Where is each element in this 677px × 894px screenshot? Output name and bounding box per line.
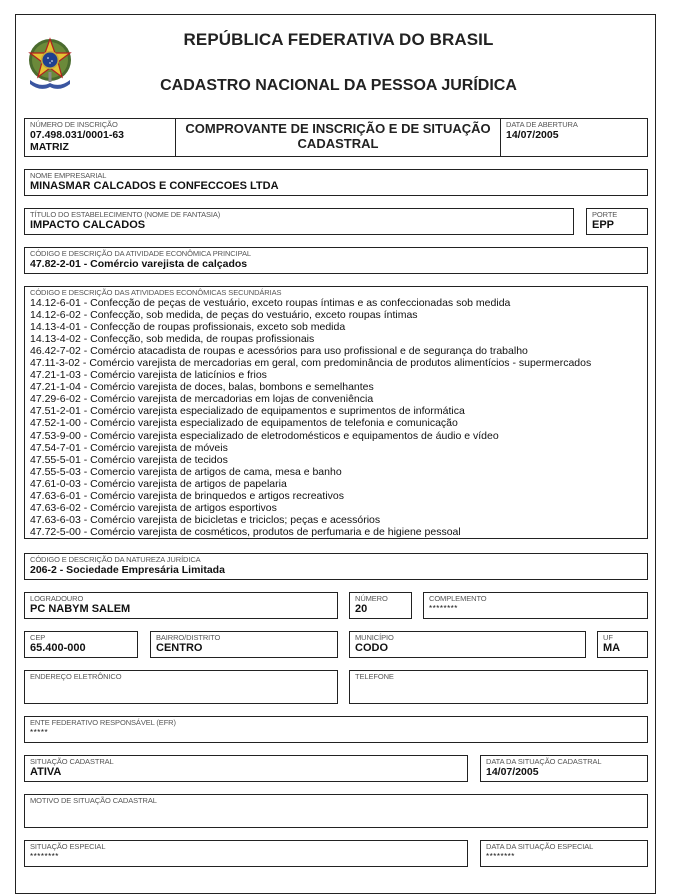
list-item: 14.13-4-01 - Confecção de roupas profissionais, exceto sob medida — [30, 321, 346, 334]
list-item: 14.13-4-02 - Confecção, sob medida, de roupas profissionais — [30, 333, 315, 346]
list-item: 47.55-5-03 - Comercio varejista de artigos de cama, mesa e banho — [30, 465, 342, 478]
list-item: 47.54-7-01 - Comércio varejista de móveis — [30, 441, 228, 454]
list-item: 47.21-1-03 - Comércio varejista de laticínios e frios — [30, 369, 267, 382]
special-status-date-value: ******** — [486, 852, 515, 861]
field-label: NÚMERO — [355, 594, 388, 603]
district-field — [150, 631, 338, 658]
email-field — [24, 670, 338, 704]
secondary-activities-list — [30, 297, 591, 538]
field-label: NOME EMPRESARIAL — [30, 171, 107, 180]
registration-status-field — [24, 755, 468, 782]
field-label: CEP — [30, 633, 46, 642]
state-value: MA — [603, 642, 621, 654]
special-status-field — [24, 840, 468, 867]
complement-value: ******** — [429, 604, 458, 613]
list-item: 47.63-6-02 - Comércio varejista de artigos esportivos — [30, 501, 277, 514]
list-item: 14.12-6-01 - Confecção de peças de vestuário, exceto roupas íntimas e as confeccionadas sob medida — [30, 297, 511, 309]
field-label: CÓDIGO E DESCRIÇÃO DA ATIVIDADE ECONÔMICA PRINCIPAL — [30, 249, 251, 258]
trade-name-field — [24, 208, 574, 235]
inscription-number-cell — [25, 119, 175, 156]
document-title-cell — [176, 119, 500, 156]
trade-name-value: IMPACTO CALCADOS — [30, 219, 146, 231]
list-item: 47.51-2-01 - Comércio varejista especializado de equipamentos e suprimentos de informática — [30, 405, 465, 418]
company-name-value: MINASMAR CALCADOS E CONFECCOES LTDA — [30, 180, 279, 192]
list-item: 47.63-6-03 - Comércio varejista de bicicletas e triciclos; peças e acessórios — [30, 513, 381, 526]
field-label: COMPLEMENTO — [429, 594, 487, 603]
list-item: 47.52-1-00 - Comércio varejista especializado de equipamentos de telefonia e comunicação — [30, 417, 458, 430]
responsible-federal-entity-field — [24, 716, 648, 743]
number-value: 20 — [355, 603, 368, 615]
list-item: 47.61-0-03 - Comércio varejista de artigos de papelaria — [30, 477, 287, 490]
field-label: LOGRADOURO — [30, 594, 84, 603]
field-label: DATA DE ABERTURA — [506, 120, 578, 129]
special-status-value: ******** — [30, 852, 59, 861]
field-label: MUNICÍPIO — [355, 633, 394, 642]
city-field — [349, 631, 586, 658]
list-item: 47.72-5-00 - Comércio varejista de cosméticos, produtos de perfumaria e de higiene pessoal — [30, 525, 461, 538]
republic-title: REPÚBLICA FEDERATIVA DO BRASIL — [183, 30, 494, 49]
main-activity-value: 47.82-2-01 - Comércio varejista de calçados — [30, 258, 248, 270]
cnpj-value: 07.498.031/0001-63 — [30, 129, 125, 141]
opening-date-cell — [501, 119, 647, 156]
company-size-value: EPP — [592, 219, 615, 231]
street-value: PC NABYM SALEM — [30, 603, 131, 615]
field-label: NÚMERO DE INSCRIÇÃO — [30, 120, 118, 129]
list-item: 47.55-5-01 - Comércio varejista de tecidos — [30, 453, 228, 466]
list-item: 47.53-9-00 - Comércio varejista especializado de eletrodomésticos e equipamentos de áudio e vídeo — [30, 429, 499, 442]
field-label: CÓDIGO E DESCRIÇÃO DA NATUREZA JURÍDICA — [30, 555, 201, 564]
cnpj-registry-title: CADASTRO NACIONAL DA PESSOA JURÍDICA — [160, 77, 517, 94]
field-label: CÓDIGO E DESCRIÇÃO DAS ATIVIDADES ECONÔMICAS SECUNDÁRIAS — [30, 288, 282, 297]
field-label: DATA DA SITUAÇÃO CADASTRAL — [486, 757, 602, 766]
field-label: TELEFONE — [355, 672, 394, 681]
list-item: 46.42-7-02 - Comércio atacadista de roupas e acessórios para uso profissional e de segurança do trabalho — [30, 345, 528, 358]
field-label: DATA DA SITUAÇÃO ESPECIAL — [486, 842, 594, 851]
number-field — [349, 592, 412, 619]
secondary-activities-field — [24, 286, 648, 539]
street-field — [24, 592, 338, 619]
field-label: MOTIVO DE SITUAÇÃO CADASTRAL — [30, 796, 157, 805]
complement-field — [423, 592, 648, 619]
city-value: CODO — [355, 642, 388, 654]
district-value: CENTRO — [156, 642, 203, 654]
inscription-header-row — [24, 118, 648, 157]
list-item: 14.12-6-02 - Confecção, sob medida, de peças do vestuário, exceto roupas íntimas — [30, 309, 418, 322]
field-label: PORTE — [592, 210, 618, 219]
field-label: ENDEREÇO ELETRÔNICO — [30, 672, 122, 681]
list-item: 47.63-6-01 - Comércio varejista de brinquedos e artigos recreativos — [30, 489, 344, 502]
field-label: TÍTULO DO ESTABELECIMENTO (NOME DE FANTASIA) — [30, 210, 221, 219]
field-label: SITUAÇÃO ESPECIAL — [30, 842, 106, 851]
status-reason-field — [24, 794, 648, 828]
registration-status-date-value: 14/07/2005 — [486, 766, 539, 778]
main-activity-field — [24, 247, 648, 274]
company-size-field — [586, 208, 648, 235]
document-title: COMPROVANTE DE INSCRIÇÃO E DE SITUAÇÃO CADASTRAL — [185, 121, 491, 151]
phone-field — [349, 670, 648, 704]
field-label: SITUAÇÃO CADASTRAL — [30, 757, 114, 766]
establishment-type-value: MATRIZ — [30, 141, 69, 153]
list-item: 47.29-6-02 - Comércio varejista de mercadorias em lojas de conveniência — [30, 393, 374, 406]
registration-status-value: ATIVA — [30, 766, 62, 778]
opening-date-value: 14/07/2005 — [506, 129, 559, 141]
legal-nature-field — [24, 553, 648, 580]
state-field — [597, 631, 648, 658]
special-status-date-field — [480, 840, 648, 867]
efr-value: ***** — [30, 728, 49, 737]
field-label: ENTE FEDERATIVO RESPONSÁVEL (EFR) — [30, 718, 176, 727]
list-item: 47.11-3-02 - Comércio varejista de mercadorias em geral, com predominância de produtos alimentícios - supermercados — [30, 357, 592, 370]
list-item: 47.21-1-04 - Comércio varejista de doces, balas, bombons e semelhantes — [30, 381, 374, 394]
zip-code-value: 65.400-000 — [30, 642, 86, 654]
legal-nature-value: 206-2 - Sociedade Empresária Limitada — [30, 564, 225, 576]
field-label: UF — [603, 633, 613, 642]
zip-code-field — [24, 631, 138, 658]
registration-status-date-field — [480, 755, 648, 782]
company-name-field — [24, 169, 648, 196]
field-label: BAIRRO/DISTRITO — [156, 633, 221, 642]
